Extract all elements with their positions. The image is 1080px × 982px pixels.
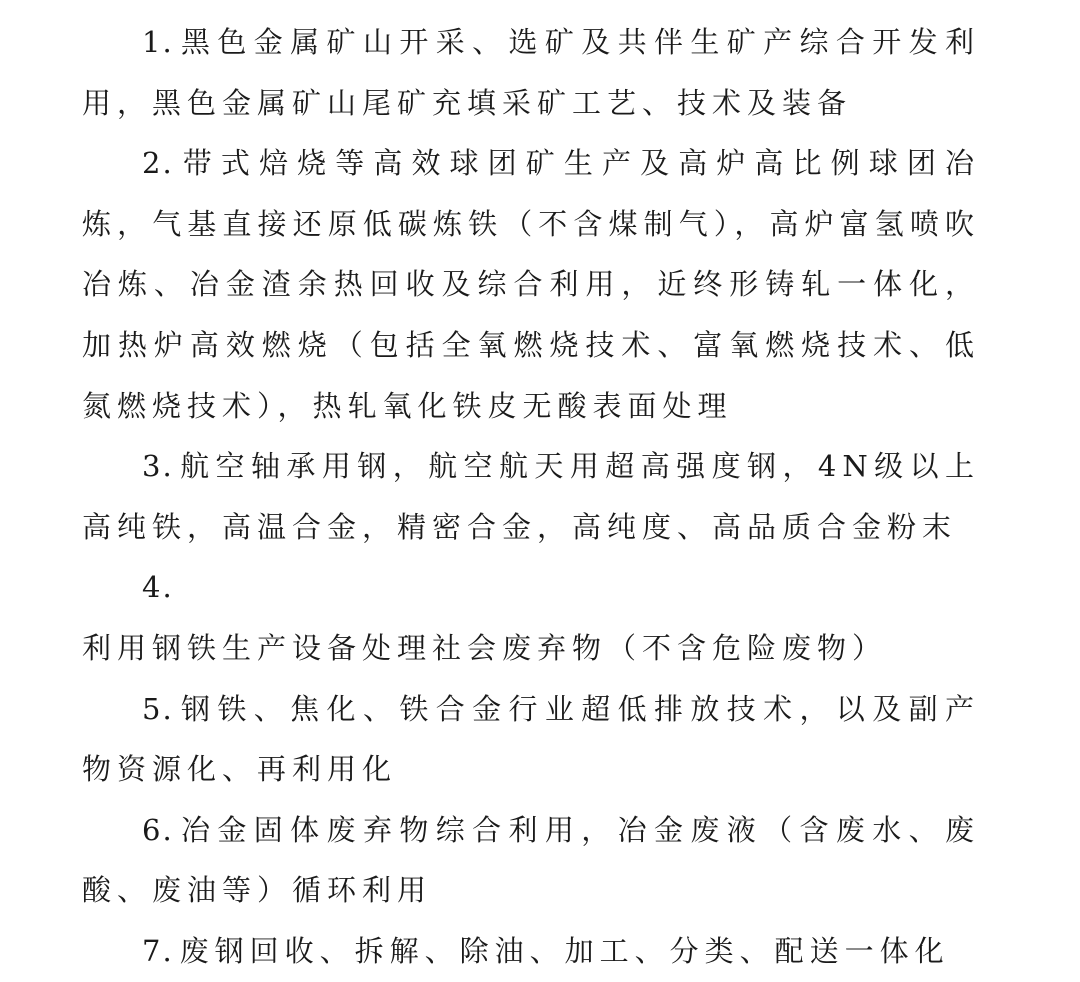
item-number: 4.	[142, 570, 174, 605]
list-item-5	[82, 679, 980, 800]
list-item-2	[82, 133, 980, 436]
list-item-4	[82, 557, 980, 678]
item-number: 5.	[142, 691, 174, 726]
item-text: 钢铁、焦化、铁合金行业超低排放技术，以及副产物资源化、再利用化	[82, 691, 980, 787]
list-item-7	[82, 921, 980, 982]
item-text: 冶金固体废弃物综合利用，冶金废液（含废水、废酸、废油等）循环利用	[82, 812, 980, 908]
item-text: 废钢回收、拆解、除油、加工、分类、配送一体化	[179, 933, 950, 968]
item-text: 带式焙烧等高效球团矿生产及高炉高比例球团冶炼，气基直接还原低碳炼铁（不含煤制气），高炉富氢喷吹冶炼、冶金渣余热回收及综合利用，近终形铸轧一体化，加热炉高效燃烧（包括全氧燃烧技术、富氧燃烧技术、低氮燃烧技术），热轧氧化铁皮无酸表面处理	[82, 146, 980, 423]
item-text: 航空轴承用钢，航空航天用超高强度钢，4N级以上高纯铁，高温合金，精密合金，高纯度、高品质合金粉末	[82, 449, 980, 544]
list-item-3	[82, 436, 980, 557]
item-number: 1.	[142, 25, 174, 59]
item-number: 2.	[142, 146, 174, 181]
list-item-6	[82, 800, 980, 921]
item-number: 6.	[142, 812, 174, 847]
item-number: 3.	[142, 449, 174, 484]
item-text: 黑色金属矿山开采、选矿及共伴生矿产综合开发利用，黑色金属矿山尾矿充填采矿工艺、技术及装备	[82, 25, 980, 120]
item-number: 7.	[142, 933, 174, 968]
item-text: 利用钢铁生产设备处理社会废弃物（不含危险废物）	[82, 630, 888, 665]
list-item-1	[82, 12, 980, 133]
